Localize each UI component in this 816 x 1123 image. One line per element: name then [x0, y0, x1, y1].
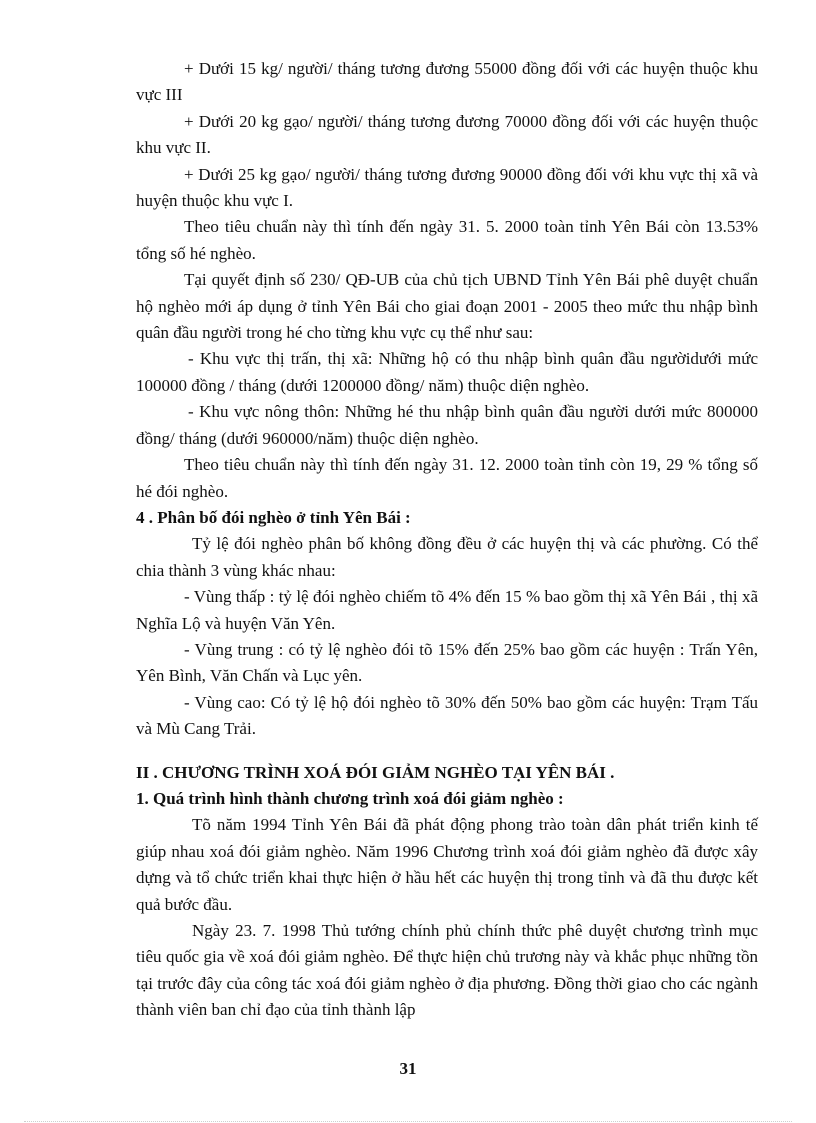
paragraph-khu-vuc-ii: + Dưới 20 kg gạo/ người/ tháng tương đương 70000 đồng đối với các huyện thuộc khu vực II. — [136, 111, 758, 158]
heading-phan-bo-doi-ngheo: 4 . Phân bố đói nghèo ở tỉnh Yên Bái : — [136, 507, 411, 527]
page-number: 31 — [399, 1059, 417, 1078]
paragraph-khu-vuc-i: + Dưới 25 kg gạo/ người/ tháng tương đương 90000 đồng đối với khu vực thị xã và huyện thuộc khu vực I. — [136, 164, 758, 211]
paragraph-khu-vuc-thi-tran: - Khu vực thị trấn, thị xã: Những hộ có thu nhập bình quân đầu ngườidưới mức 100000 đồng / tháng (dưới 1200000 đồng/ năm) thuộc diện nghèo. — [136, 349, 758, 395]
paragraph-ngay-23-7-1998: Ngày 23. 7. 1998 Thủ tướng chính phủ chính thức phê duyệt chương trình mục tiêu quốc gia về xoá đói giảm nghèo. Để thực hiện chủ trương này và khắc phục những tồn tại trước đây của công tác xoá đói giảm nghèo ở địa phương. Đồng thời giao cho các ngành thành viên ban chỉ đạo của tỉnh thành lập — [136, 921, 758, 1020]
section-heading-ii: II . CHƯƠNG TRÌNH XOÁ ĐÓI GIẢM NGHÈO TẠI YÊN BÁI . — [136, 762, 615, 782]
paragraph-ty-le-2000-05: Theo tiêu chuẩn này thì tính đến ngày 31. 5. 2000 toàn tỉnh Yên Bái còn 13.53% tổng số hé nghèo. — [136, 217, 758, 263]
heading-qua-trinh-hinh-thanh: 1. Quá trình hình thành chương trình xoá đói giảm nghèo : — [136, 788, 564, 808]
paragraph-ty-le-2000-12: Theo tiêu chuẩn này thì tính đến ngày 31. 12. 2000 toàn tỉnh còn 19, 29 % tổng số hé đói nghèo. — [136, 455, 758, 501]
paragraph-ty-le-phan-bo: Tỷ lệ đói nghèo phân bố không đồng đều ở các huyện thị và các phường. Có thể chia thành 3 vùng khác nhau: — [136, 534, 758, 580]
paragraph-vung-trung: - Vùng trung : có tỷ lệ nghèo đói tõ 15% đến 25% bao gồm các huyện : Trấn Yên, Yên Bình, Văn Chấn và Lục yên. — [136, 639, 758, 686]
paragraph-tu-nam-1994: Tõ năm 1994 Tỉnh Yên Bái đã phát động phong trào toàn dân phát triển kinh tế giúp nhau xoá đói giảm nghèo. Năm 1996 Chương trình xoá đói giảm nghèo đã được xây dựng và tổ chức triển khai thực hiện ở hầu hết các huyện thị trong tỉnh và đã thu được kết quả bước đầu. — [136, 815, 758, 914]
page-body — [136, 56, 758, 1024]
section-spacer — [136, 743, 758, 760]
paragraph-vung-cao: - Vùng cao: Có tỷ lệ hộ đói nghèo tõ 30% đến 50% bao gồm các huyện: Trạm Tấu và Mù Cang Trải. — [136, 692, 758, 739]
paragraph-khu-vuc-iii: + Dưới 15 kg/ người/ tháng tương đương 55000 đồng đối với các huyện thuộc khu vực III — [136, 59, 758, 105]
paragraph-khu-vuc-nong-thon: - Khu vực nông thôn: Những hé thu nhập bình quân đầu người dưới mức 800000 đồng/ tháng (dưới 960000/năm) thuộc diện nghèo. — [136, 402, 758, 448]
paragraph-quyet-dinh-230: Tại quyết định số 230/ QĐ-UB của chủ tịch UBND Tỉnh Yên Bái phê duyệt chuẩn hộ nghèo mới áp dụng ở tỉnh Yên Bái cho giai đoạn 2001 - 2005 theo mức thu nhập bình quân đầu người trong hé cho từng khu vực cụ thể như sau: — [136, 270, 758, 343]
page-bottom-divider — [24, 1121, 792, 1122]
paragraph-vung-thap: - Vùng thấp : tỷ lệ đói nghèo chiếm tõ 4% đến 15 % bao gồm thị xã Yên Bái , thị xã Nghĩa Lộ và huyện Văn Yên. — [136, 587, 758, 633]
